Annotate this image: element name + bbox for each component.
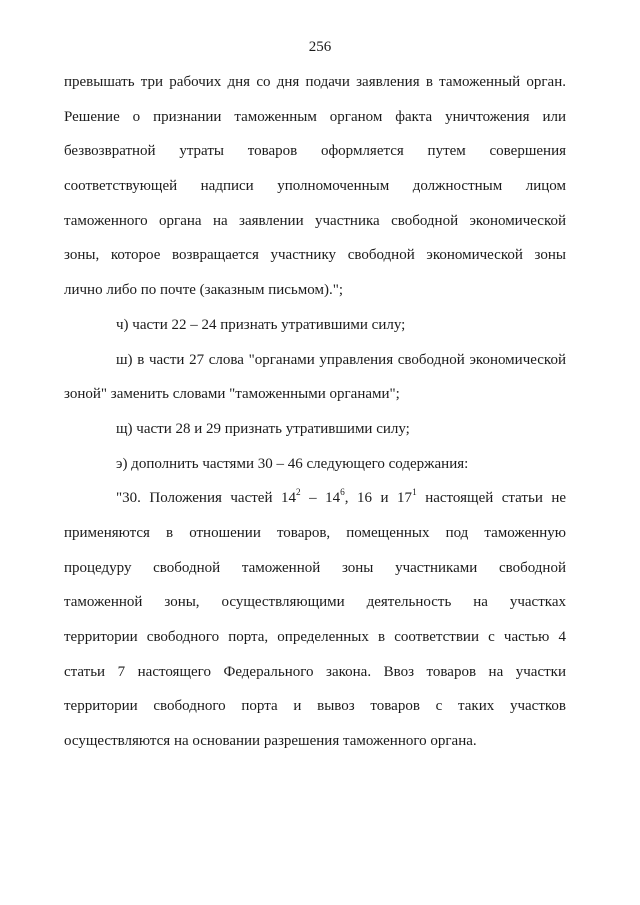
text-line: применяются в отношении товаров, помещенных под таможенную [64,524,566,541]
text-line: соответствующей надписи уполномоченным должностным лицом [64,178,566,195]
superscript: 6 [340,487,345,498]
text-line: превышать три рабочих дня со дня подачи заявления в таможенный орган. [64,74,566,90]
text-line: таможенной зоны, осуществляющими деятельность на участках [64,594,566,611]
superscript: 1 [412,487,417,498]
superscript: 2 [295,487,301,498]
text-line: территории свободного порта и вывоз товаров с таких участков [64,698,566,715]
clause-30-text: – 14 [300,490,341,507]
text-line: осуществляются на основании разрешения таможенного органа. [64,733,477,750]
text-line: лично либо по почте (заказным письмом)."; [64,282,344,299]
page-number: 256 [308,39,332,55]
text-line: ш) в части 27 слова "органами управления свободной экономической [116,351,566,368]
clause-30-text: настоящей статьи не [416,490,567,507]
text-line: безвозвратной утраты товаров оформляется путем совершения [64,143,566,160]
clause-30-text: , 16 и 17 [344,490,413,507]
text-line: Решение о признании таможенным органом факта уничтожения или [64,108,566,125]
text-line: территории свободного порта, определенных в соответствии с частью 4 [64,629,566,645]
clause-30-first-line [64,481,566,516]
document-body [64,65,566,759]
text-line: ч) части 22 – 24 признать утратившими силу; [116,316,406,333]
text-line: процедуру свободной таможенной зоны участниками свободной [64,559,566,576]
text-line: зоной" заменить словами "таможенными органами"; [64,386,400,403]
text-line: таможенного органа на заявлении участника свободной экономической [64,212,566,229]
text-line: зоны, которое возвращается участнику свободной экономической зоны [64,247,566,264]
text-line: э) дополнить частями 30 – 46 следующего содержания: [116,455,469,472]
text-line: статьи 7 настоящего Федерального закона. Ввоз товаров на участки [64,663,566,680]
text-line: щ) части 28 и 29 признать утратившими силу; [116,420,410,437]
clause-30-text: "30. Положения частей 14 [116,490,296,507]
